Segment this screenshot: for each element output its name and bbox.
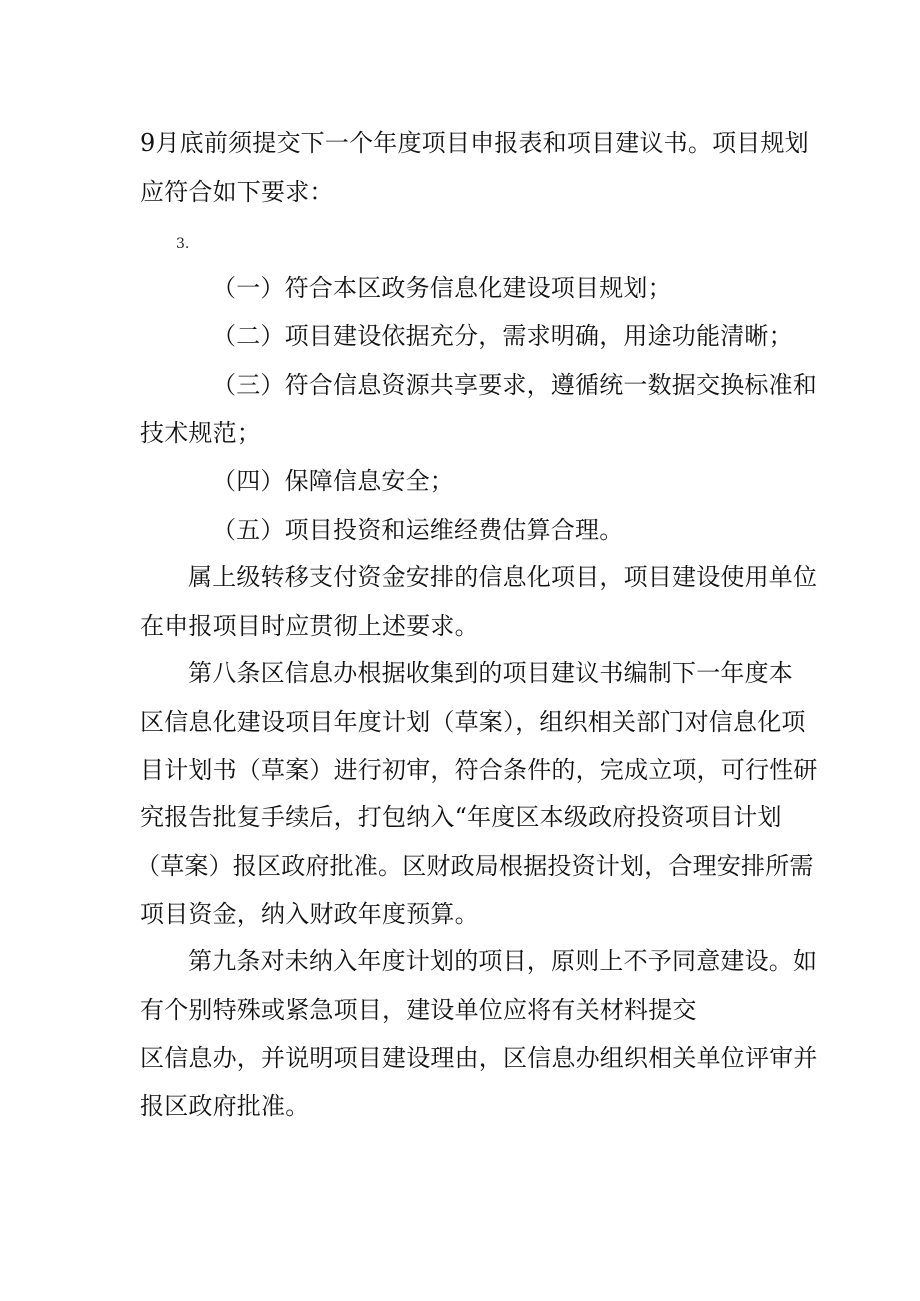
text-line-10: 在申报项目时应贯彻上述要求。: [140, 612, 479, 640]
text-line-20: 报区政府批准。: [140, 1092, 310, 1120]
text-line-15: （草案）报区政府批准。区财政局根据投资计划，合理安排所需: [136, 852, 814, 880]
text-line-7: （四）保障信息安全；: [212, 467, 454, 495]
text-line-13: 目计划书（草案）进行初审，符合条件的，完成立项，可行性研: [140, 756, 818, 784]
text-line-2: 应符合如下要求：: [140, 178, 334, 206]
text-line-4: （二）项目建设依据充分，需求明确，用途功能清晰；: [212, 322, 793, 350]
text-line-9: 属上级转移支付资金安排的信息化项目，项目建设使用单位: [188, 563, 818, 591]
text-line-17: 第九条对未纳入年度计划的项目，原则上不予同意建设。如: [188, 947, 818, 975]
text-line-11: 第八条区信息办根据收集到的项目建议书编制下一年度本: [188, 659, 793, 687]
text-line-3: （一）符合本区政务信息化建设项目规划；: [212, 274, 672, 302]
text-line-1: 9月底前须提交下一个年度项目申报表和项目建议书。项目规划: [140, 129, 809, 157]
text-line-19: 区信息办，并说明项目建设理由，区信息办组织相关单位评审并: [140, 1044, 818, 1072]
text-line-18: 有个别特殊或紧急项目，建设单位应将有关材料提交: [140, 996, 697, 1024]
text-line-8: （五）项目投资和运维经费估算合理。: [212, 516, 624, 544]
text-line-16: 项目资金，纳入财政年度预算。: [140, 900, 479, 928]
text-line-6: 技术规范；: [140, 419, 261, 447]
list-marker: 3.: [176, 236, 190, 252]
text-line-14: 究报告批复手续后，打包纳入“年度区本级政府投资项目计划: [140, 803, 782, 831]
text-line-12: 区信息化建设项目年度计划（草案），组织相关部门对信息化项: [140, 708, 806, 736]
text-line-5: （三）符合信息资源共享要求，遵循统一数据交换标准和: [212, 371, 817, 399]
